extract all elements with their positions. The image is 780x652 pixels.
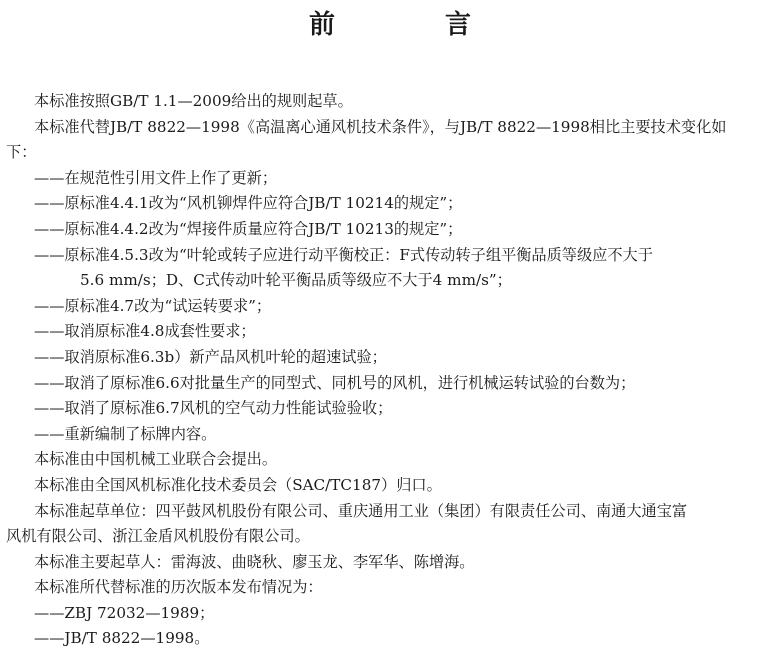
paragraph-centralized: 本标准由全国风机标准化技术委员会（SAC/TC187）归口。 bbox=[34, 475, 442, 494]
page-title: 前 言 bbox=[308, 10, 513, 40]
history-item-1: ——ZBJ 72032—1989； bbox=[34, 603, 215, 622]
paragraph-history: 本标准所代替标准的历次版本发布情况为： bbox=[34, 578, 323, 597]
change-item-5: ——原标准4.7改为“试运转要求”； bbox=[34, 296, 272, 315]
document-body bbox=[6, 89, 776, 652]
change-item-8: ——取消了原标准6.6对批量生产的同型式、同机号的风机，进行机械运转试验的台数为； bbox=[34, 373, 636, 392]
paragraph-drafters: 本标准主要起草人：雷海波、曲晓秋、廖玉龙、李军华、陈增海。 bbox=[34, 552, 475, 571]
paragraph-drafting-units-cont: 风机有限公司、浙江金盾风机股份有限公司。 bbox=[6, 527, 310, 546]
change-item-7: ——取消原标准6.3b）新产品风机叶轮的超速试验； bbox=[34, 347, 387, 366]
paragraph-drafting-units: 本标准起草单位：四平鼓风机股份有限公司、重庆通用工业（集团）有限责任公司、南通大通宝富 bbox=[34, 501, 688, 520]
change-item-9: ——取消了原标准6.7风机的空气动力性能试验验收； bbox=[34, 399, 393, 418]
change-item-3: ——原标准4.4.2改为“焊接件质量应符合JB/T 10213的规定”； bbox=[34, 219, 463, 238]
change-item-1: ——在规范性引用文件上作了更新； bbox=[34, 168, 277, 187]
change-item-2: ——原标准4.4.1改为“风机铆焊件应符合JB/T 10214的规定”； bbox=[34, 194, 463, 213]
paragraph-proposer: 本标准由中国机械工业联合会提出。 bbox=[34, 450, 277, 469]
change-item-4: ——原标准4.5.3改为“叶轮或转子应进行动平衡校正：F式传动转子组平衡品质等级应不大于 bbox=[34, 245, 653, 264]
paragraph-replacement-cont: 下： bbox=[6, 143, 37, 162]
history-item-2: ——JB/T 8822—1998。 bbox=[34, 629, 210, 648]
change-item-10: ——重新编制了标牌内容。 bbox=[34, 424, 217, 443]
change-item-6: ——取消原标准4.8成套性要求； bbox=[34, 322, 256, 341]
paragraph-replacement: 本标准代替JB/T 8822—1998《高温离心通风机技术条件》，与JB/T 8822—1998相比主要技术变化如 bbox=[34, 117, 727, 136]
paragraph-drafting-rules: 本标准按照GB/T 1.1—2009给出的规则起草。 bbox=[34, 92, 353, 110]
change-item-4-cont: 5.6 mm/s；D、C式传动叶轮平衡品质等级应不大于4 mm/s”； bbox=[80, 271, 512, 290]
